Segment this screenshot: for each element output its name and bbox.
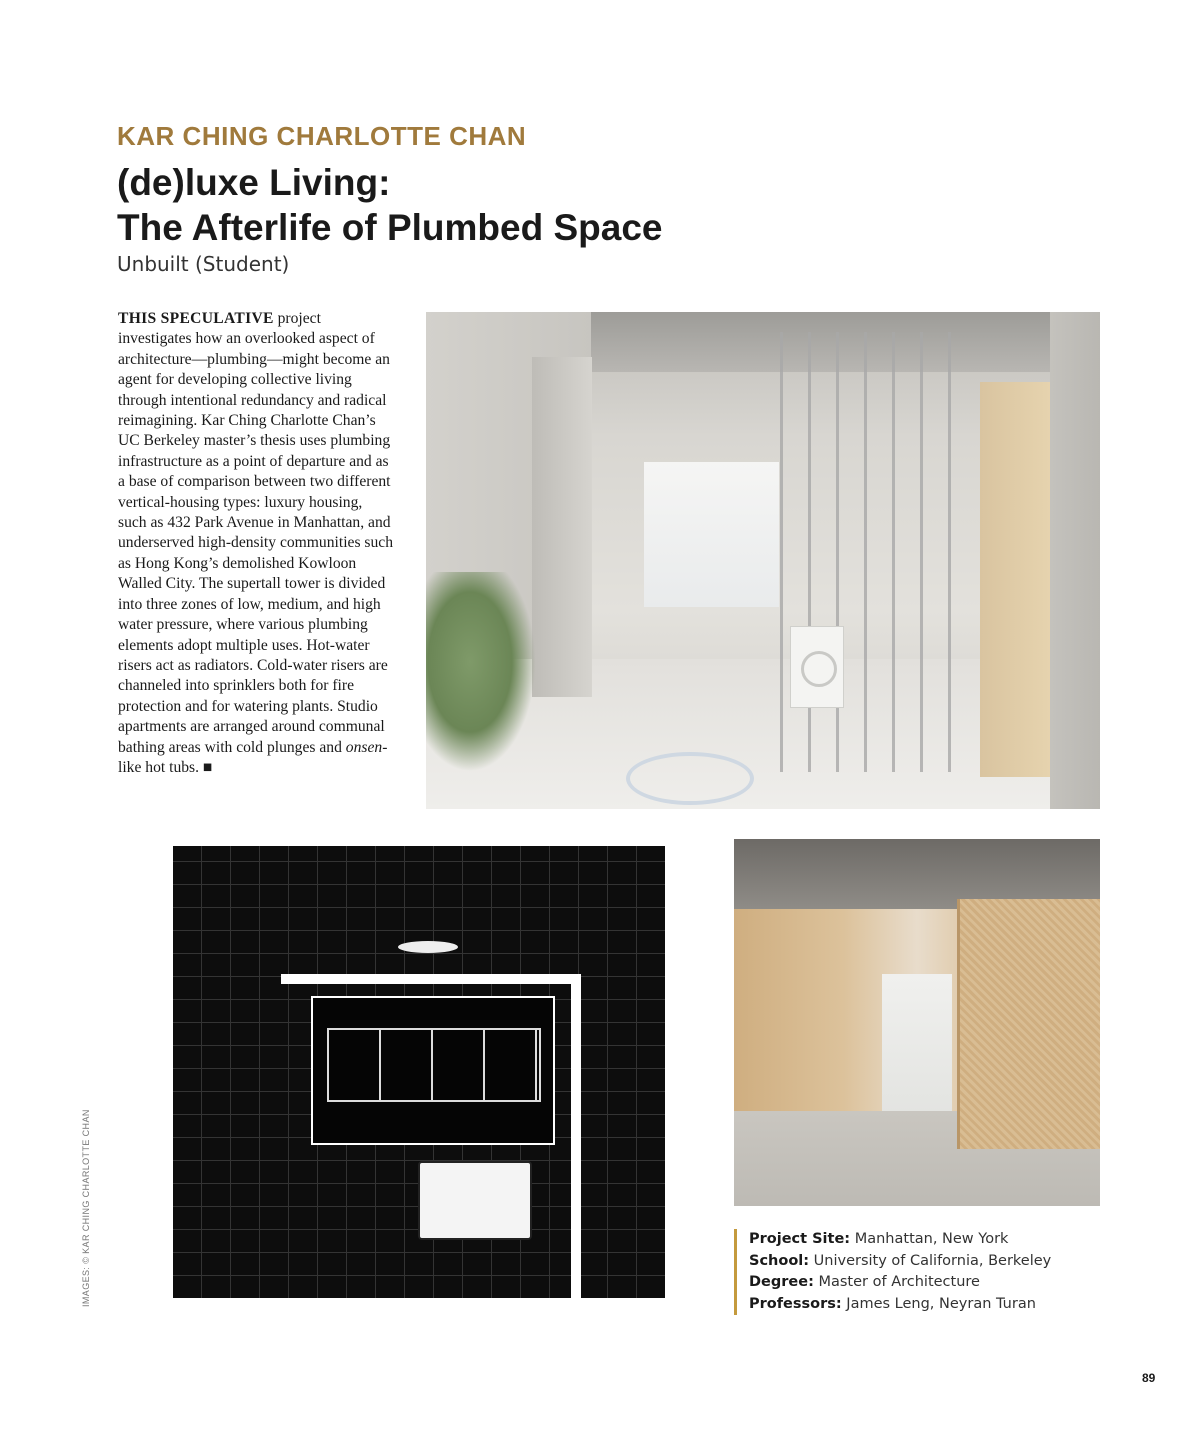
professors-line: Professors: James Leng, Neyran Turan bbox=[749, 1295, 1036, 1312]
loft-bed bbox=[957, 899, 1100, 1149]
body-italic-term: onsen bbox=[345, 738, 383, 756]
project-site-line: Project Site: Manhattan, New York bbox=[749, 1231, 1009, 1247]
rendering-concrete-shower-space bbox=[426, 312, 1100, 809]
page-number: 89 bbox=[1142, 1371, 1156, 1385]
project-category: Unbuilt (Student) bbox=[117, 252, 290, 276]
article-title bbox=[117, 160, 663, 250]
title-line-2: The Afterlife of Plumbed Space bbox=[117, 207, 663, 248]
plant bbox=[426, 572, 536, 772]
body-paragraph bbox=[118, 309, 393, 778]
title-line-1: (de)luxe Living: bbox=[117, 162, 391, 203]
bed bbox=[418, 1161, 532, 1240]
ceiling-fan bbox=[398, 941, 458, 953]
hose bbox=[626, 752, 754, 805]
school-line: School: University of California, Berkeley bbox=[749, 1252, 1052, 1269]
body-text-main: project investigates how an overlooked aspect of architecture—plumbing—might become an agent for developing collective living through intentional redundancy and radical reimagining. Kar Ching Charlotte Chan’s UC Berkeley master’s thesis uses plumbing infrastructure as a point of departure and as a base of comparison between two different vertical-housing types: luxury housing, such as 432 Park Avenue in Manhattan, and underserved high-density communities such as Hong Kong’s demolished Kowloon Walled City. The supertall tower is divided into three zones of low, medium, and high water pressure, where various plumbing elements adopt multiple uses. Hot-water risers act as radiators. Cold-water risers are channeled into sprinklers both for fire protection and for watering plants. Studio apartments are arranged around communal bathing areas with cold plunges and bbox=[118, 310, 393, 756]
project-info bbox=[734, 1229, 1051, 1315]
degree-line: Degree: Master of Architecture bbox=[749, 1274, 980, 1290]
body-text-end: -like hot tubs. ■ bbox=[118, 738, 388, 776]
lead-in: THIS SPECULATIVE bbox=[118, 310, 274, 327]
washing-machine bbox=[790, 626, 844, 708]
image-credit: IMAGES: © KAR CHING CHARLOTTE CHAN bbox=[81, 1109, 91, 1307]
rendering-plywood-corridor bbox=[734, 839, 1100, 1206]
back-wall-shelving bbox=[311, 996, 555, 1145]
axonometric-room-drawing bbox=[173, 846, 665, 1298]
author-name: KAR CHING CHARLOTTE CHAN bbox=[117, 121, 527, 151]
